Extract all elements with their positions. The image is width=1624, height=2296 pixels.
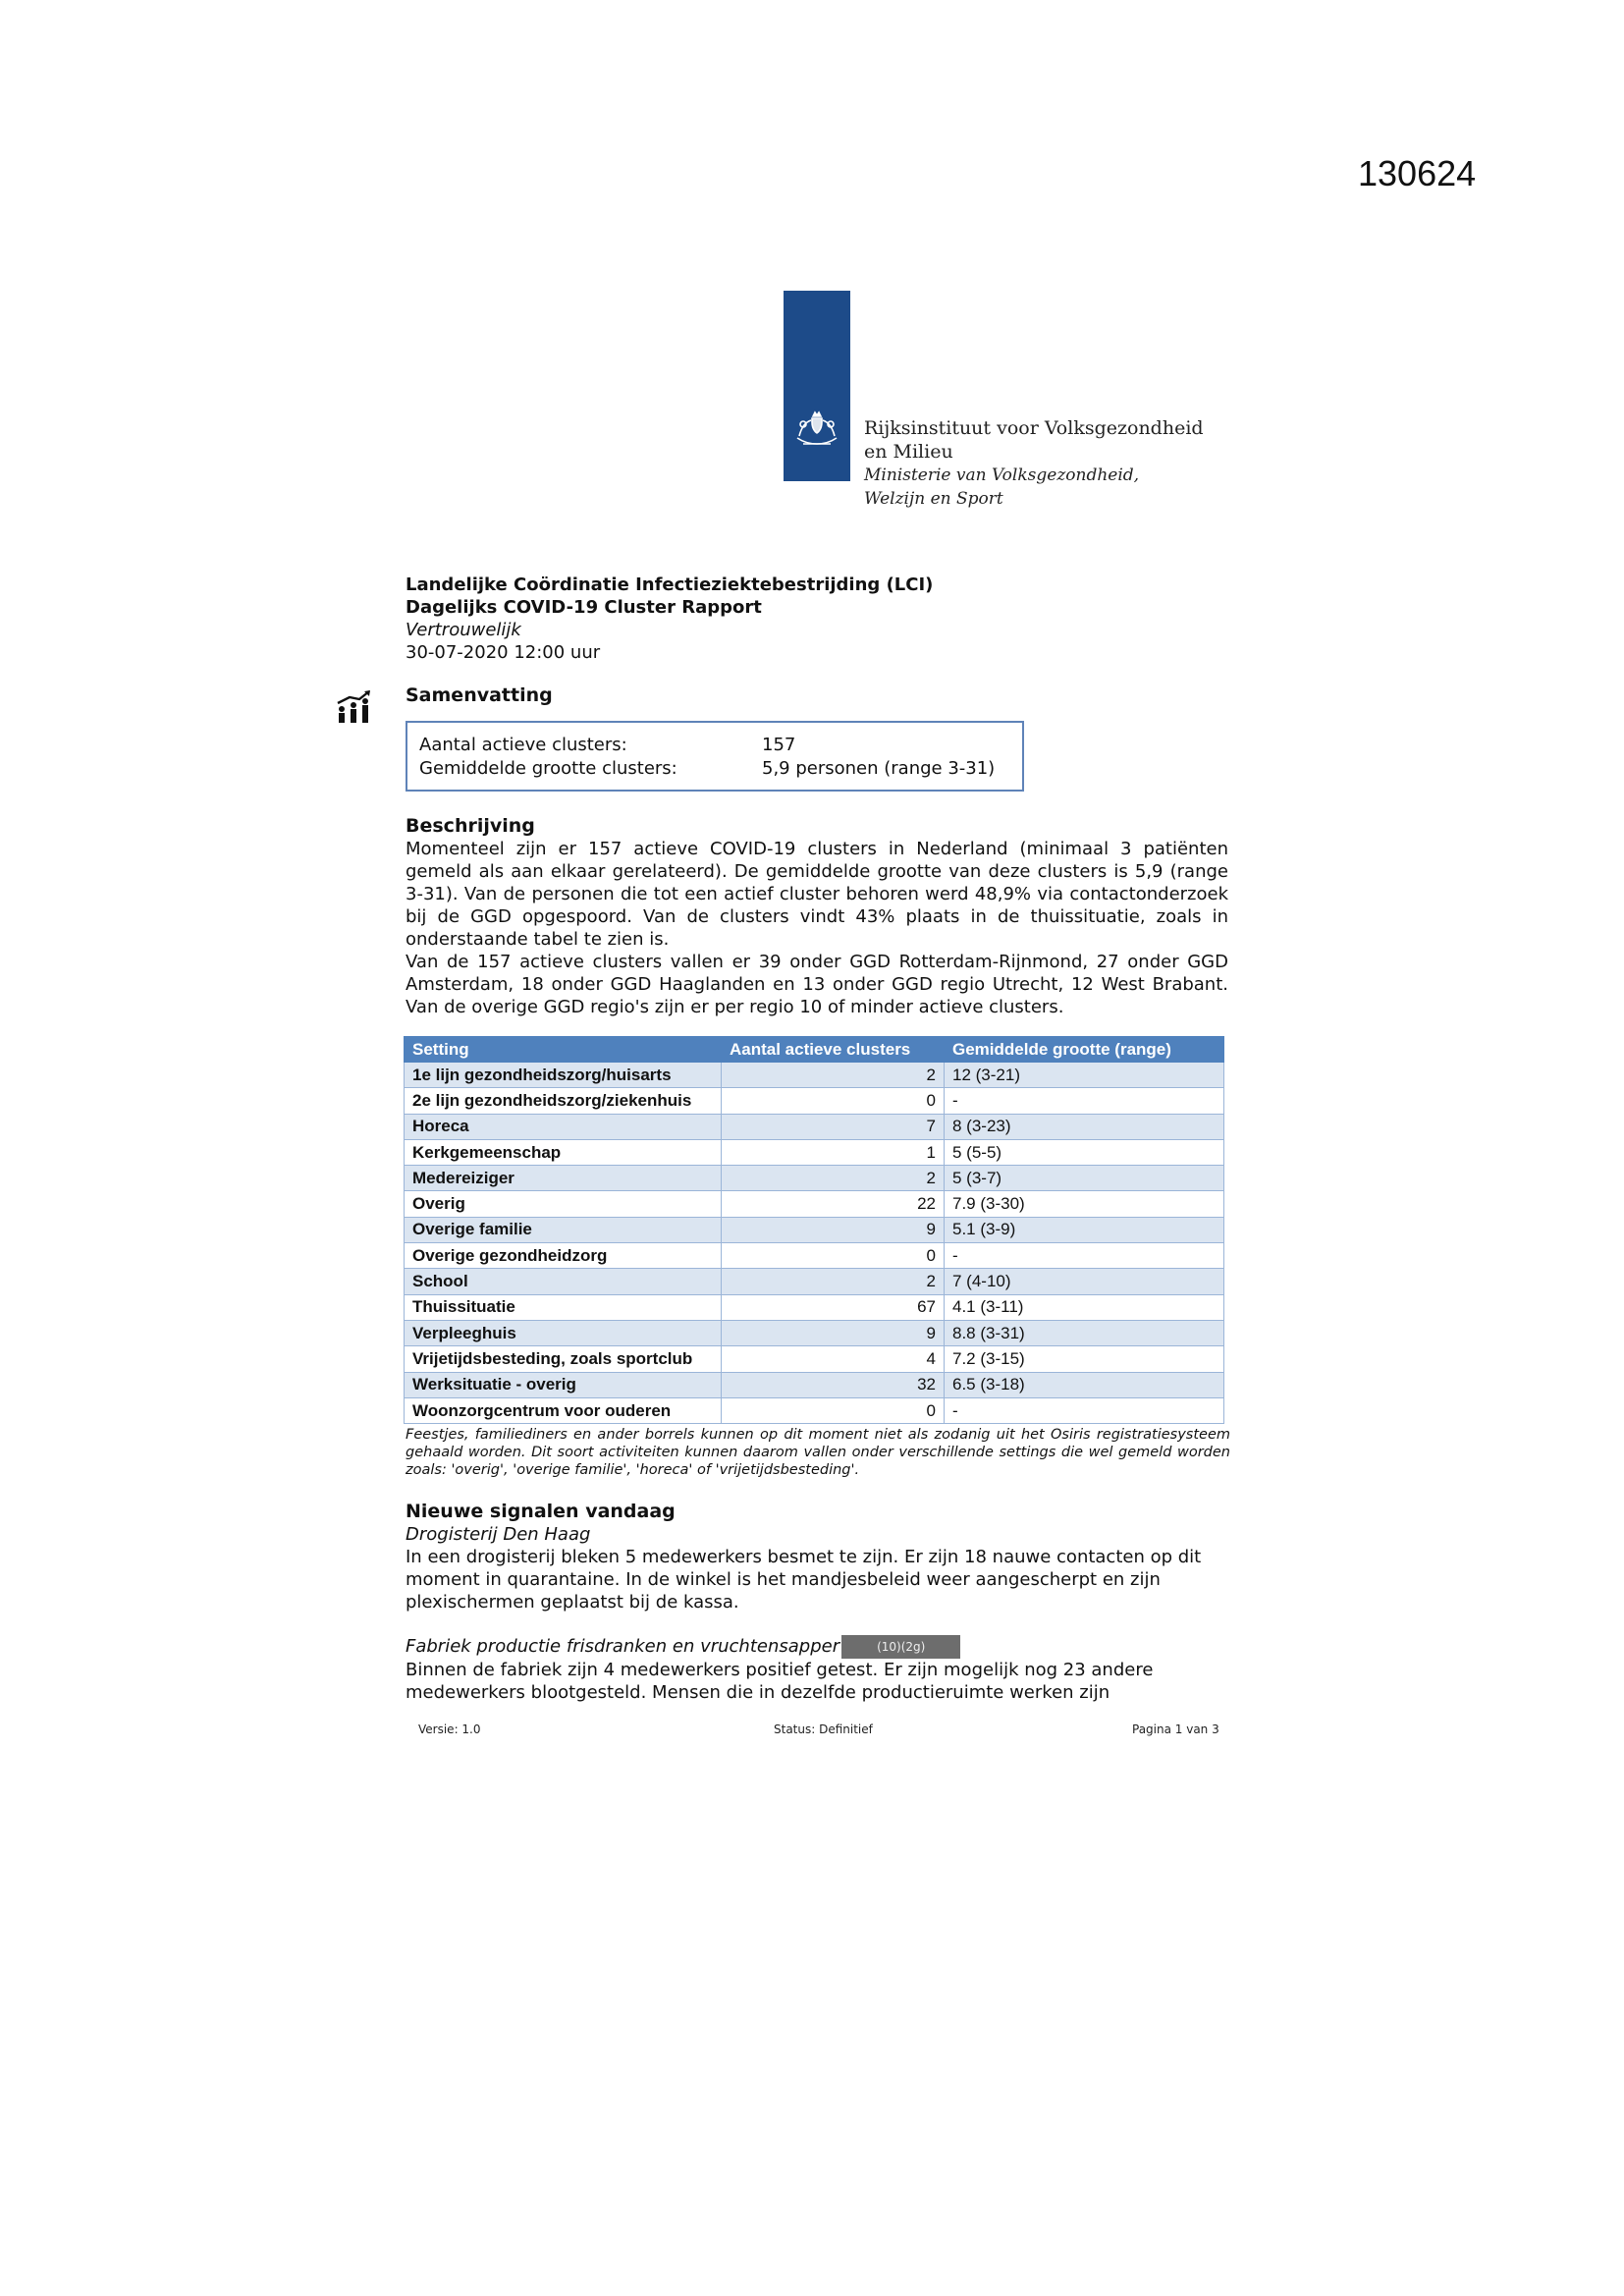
cell-setting: Verpleeghuis [405, 1320, 722, 1345]
cell-count: 1 [722, 1139, 945, 1165]
cell-setting: Overige gezondheidzorg [405, 1243, 722, 1269]
column-header-setting: Setting [405, 1037, 722, 1063]
table-row [405, 1139, 1224, 1165]
cell-setting: Woonzorgcentrum voor ouderen [405, 1397, 722, 1423]
redaction-block: (10)(2g) [841, 1635, 960, 1659]
footer-status: Status: Definitief [774, 1722, 873, 1736]
cell-count: 2 [722, 1269, 945, 1294]
column-header-size: Gemiddelde grootte (range) [945, 1037, 1224, 1063]
summary-row-average-size [419, 758, 996, 779]
cell-count: 0 [722, 1397, 945, 1423]
cell-setting: Medereiziger [405, 1166, 722, 1191]
summary-value: 157 [762, 735, 796, 755]
summary-row-active-clusters [419, 735, 796, 755]
summary-title: Samenvatting [406, 684, 553, 706]
cell-size: 12 (3-21) [945, 1063, 1224, 1088]
report-header [406, 574, 1228, 664]
cell-count: 0 [722, 1088, 945, 1114]
signal-subtitle: Drogisterij Den Haag [406, 1524, 591, 1545]
rijksoverheid-logo-bar [784, 291, 850, 481]
cell-count: 22 [722, 1191, 945, 1217]
table-row [405, 1088, 1224, 1114]
logo-line-1: Rijksinstituut voor Volksgezondheid [864, 417, 1204, 439]
signals-title: Nieuwe signalen vandaag [406, 1501, 676, 1522]
cell-setting: 1e lijn gezondheidszorg/huisarts [405, 1063, 722, 1088]
cell-size: 8 (3-23) [945, 1114, 1224, 1139]
cell-count: 7 [722, 1114, 945, 1139]
cell-setting: 2e lijn gezondheidszorg/ziekenhuis [405, 1088, 722, 1114]
cell-size: 6.5 (3-18) [945, 1372, 1224, 1397]
org-name: Landelijke Coördinatie Infectieziektebestrijding (LCI) [406, 574, 934, 595]
cell-count: 9 [722, 1320, 945, 1345]
logo-wordmark [864, 416, 1204, 511]
cell-setting: Horeca [405, 1114, 722, 1139]
table-row [405, 1243, 1224, 1269]
cluster-settings-table [404, 1036, 1224, 1424]
cell-setting: Vrijetijdsbesteding, zoals sportclub [405, 1346, 722, 1372]
footer-page: Pagina 1 van 3 [1132, 1722, 1219, 1736]
cell-size: - [945, 1243, 1224, 1269]
logo-line-3: Ministerie van Volksgezondheid, [864, 465, 1140, 485]
summary-value: 5,9 personen (range 3-31) [762, 758, 996, 779]
table-row [405, 1191, 1224, 1217]
cell-count: 67 [722, 1294, 945, 1320]
signal-heading-2 [406, 1635, 1228, 1659]
cell-setting: Kerkgemeenschap [405, 1139, 722, 1165]
cell-size: - [945, 1397, 1224, 1423]
summary-label: Aantal actieve clusters: [419, 735, 627, 755]
signal-subtitle: Fabriek productie frisdranken en vruchtensapper [406, 1636, 840, 1657]
logo-line-4: Welzijn en Sport [864, 489, 1003, 509]
cell-setting: Werksituatie - overig [405, 1372, 722, 1397]
report-datetime: 30-07-2020 12:00 uur [406, 642, 601, 663]
table-row [405, 1217, 1224, 1242]
table-footnote: Feestjes, familiediners en ander borrels kunnen op dit moment niet als zodanig uit het Osiris registratiesysteem gehaald worden. Dit soort activiteiten kunnen daarom vallen onder verschillende settings die wel gemeld worden zoals: 'overig', 'overige familie', 'horeca' of 'vrijetijdsbesteding'. [406, 1427, 1230, 1478]
table-row [405, 1294, 1224, 1320]
table-row [405, 1320, 1224, 1345]
description-paragraph-2: Van de 157 actieve clusters vallen er 39 onder GGD Rotterdam-Rijnmond, 27 onder GGD Amsterdam, 18 onder GGD Haaglanden en 13 onder GGD regio Utrecht, 12 West Brabant. Van de overige GGD regio's zijn er per regio 10 of minder actieve clusters. [406, 952, 1228, 1017]
cell-count: 4 [722, 1346, 945, 1372]
cell-setting: School [405, 1269, 722, 1294]
cell-count: 2 [722, 1166, 945, 1191]
cell-size: 4.1 (3-11) [945, 1294, 1224, 1320]
signal-text: In een drogisterij bleken 5 medewerkers besmet te zijn. Er zijn 18 nauwe contacten op dit moment in quarantaine. In de winkel is het mandjesbeleid weer aangescherpt en zijn plexischermen geplaatst bij de kassa. [406, 1547, 1202, 1613]
coat-of-arms-icon [793, 407, 840, 452]
cell-count: 9 [722, 1217, 945, 1242]
cell-size: 5.1 (3-9) [945, 1217, 1224, 1242]
table-row [405, 1346, 1224, 1372]
summary-box [406, 721, 1024, 792]
cell-setting: Thuissituatie [405, 1294, 722, 1320]
table-row [405, 1372, 1224, 1397]
cell-setting: Overige familie [405, 1217, 722, 1242]
table-row [405, 1063, 1224, 1088]
cell-size: 7.2 (3-15) [945, 1346, 1224, 1372]
logo-line-2: en Milieu [864, 441, 953, 463]
column-header-count: Aantal actieve clusters [722, 1037, 945, 1063]
description-paragraph-1: Momenteel zijn er 157 actieve COVID-19 clusters in Nederland (minimaal 3 patiënten gemeld als aan elkaar gerelateerd). De gemiddelde grootte van deze clusters is 5,9 (range 3-31). Van de personen die tot een actief cluster behoren werd 48,9% via contactonderzoek bij de GGD opgespoord. Van de clusters vindt 43% plaats in de thuissituatie, zoals in onderstaande tabel te zien is. [406, 839, 1228, 950]
cell-count: 2 [722, 1063, 945, 1088]
document-number: 130624 [1358, 153, 1477, 193]
classification: Vertrouwelijk [406, 620, 521, 640]
cell-size: 8.8 (3-31) [945, 1320, 1224, 1345]
cell-count: 0 [722, 1243, 945, 1269]
table-row [405, 1114, 1224, 1139]
cell-count: 32 [722, 1372, 945, 1397]
cell-size: 5 (3-7) [945, 1166, 1224, 1191]
cell-size: 7.9 (3-30) [945, 1191, 1224, 1217]
table-row [405, 1269, 1224, 1294]
footer-version: Versie: 1.0 [418, 1722, 481, 1736]
description-title: Beschrijving [406, 815, 535, 837]
signal-text: Binnen de fabriek zijn 4 medewerkers positief getest. Er zijn mogelijk nog 23 andere medewerkers blootgesteld. Mensen die in dezelfde productieruimte werken zijn [406, 1660, 1154, 1703]
chart-people-icon [334, 689, 373, 725]
cell-size: 5 (5-5) [945, 1139, 1224, 1165]
table-header-row [405, 1037, 1224, 1063]
summary-label: Gemiddelde grootte clusters: [419, 758, 677, 779]
cell-setting: Overig [405, 1191, 722, 1217]
description-section [406, 815, 1228, 1018]
new-signals-section [406, 1501, 1228, 1704]
table-row [405, 1397, 1224, 1423]
table-row [405, 1166, 1224, 1191]
report-title: Dagelijks COVID-19 Cluster Rapport [406, 597, 762, 618]
cell-size: 7 (4-10) [945, 1269, 1224, 1294]
cell-size: - [945, 1088, 1224, 1114]
